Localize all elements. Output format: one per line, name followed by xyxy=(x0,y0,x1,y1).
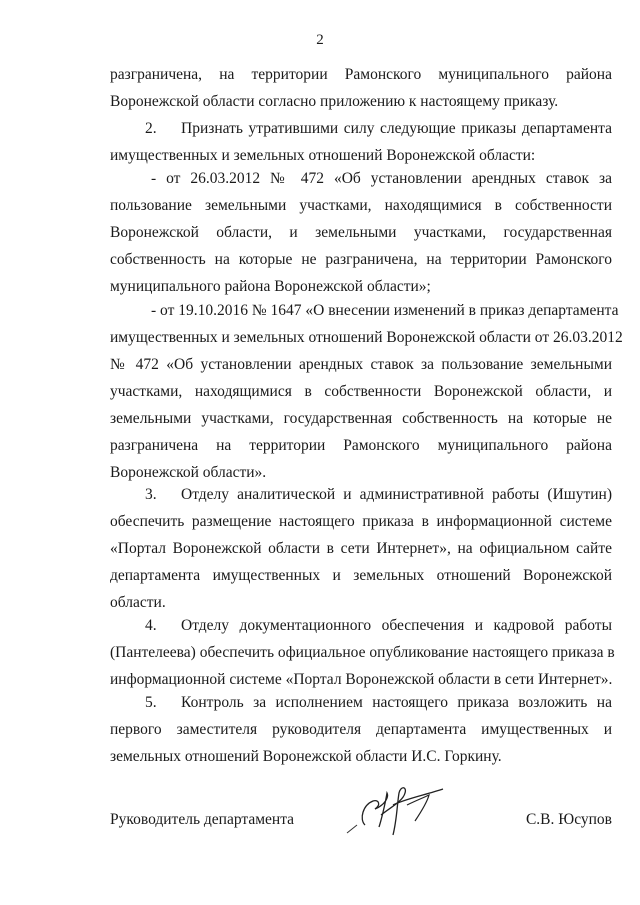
text-line: муниципального района Воронежской области»; xyxy=(110,278,431,295)
item-number: 3. xyxy=(145,486,157,503)
text-line xyxy=(110,115,612,142)
paragraph-item-4 xyxy=(110,612,615,693)
text-line: земельными участками, государственная собственность на которые не xyxy=(110,410,612,427)
text-line: области. xyxy=(110,594,166,611)
paragraph-item-3 xyxy=(110,481,612,616)
paragraph-item-5 xyxy=(110,689,612,770)
text-line: Воронежской области, и земельными участками, государственная xyxy=(110,224,612,241)
text-line: имущественных и земельных отношений Воронежской области от 26.03.2012 xyxy=(110,329,623,346)
text-line: участками, находящимися в собственности Воронежской области, и xyxy=(110,383,612,400)
text-line: (Пантелеева) обеспечить официальное опубликование настоящего приказа в xyxy=(110,644,615,661)
text-line: пользование земельными участками, находящимися в собственности xyxy=(110,197,612,214)
text-line: имущественных и земельных отношений Воронежской области: xyxy=(110,147,536,164)
text-line: № 472 «Об установлении арендных ставок за пользование земельными xyxy=(110,356,612,373)
signatory-name: С.В. Юсупов xyxy=(525,811,612,828)
text-fragment: Признать утратившими силу следующие приказы департамента xyxy=(181,120,612,137)
text-line: разграничена на территории Рамонского муниципального района xyxy=(110,437,612,454)
text-line: информационной системе «Портал Воронежской области в сети Интернет». xyxy=(110,671,613,688)
paragraph-bullet-1 xyxy=(110,165,612,300)
signatory-title: Руководитель департамента xyxy=(110,811,295,828)
text-line: земельных отношений Воронежской области И.С. Горкину. xyxy=(110,748,502,765)
text-line: «Портал Воронежской области в сети Интернет», на официальном сайте xyxy=(110,540,612,557)
text-line: Воронежской области согласно приложению к настоящему приказу. xyxy=(110,93,559,110)
text-line: департамента имущественных и земельных отношений Воронежской xyxy=(110,567,612,584)
text-fragment: Отделу аналитической и административной работы (Ишутин) xyxy=(181,486,612,503)
paragraph-intro xyxy=(110,61,612,115)
text-fragment: Отделу документационного обеспечения и кадровой работы xyxy=(181,617,612,634)
text-line: первого заместителя руководителя департамента имущественных и xyxy=(110,721,612,738)
item-number: 2. xyxy=(145,120,157,137)
text-line: обеспечить размещение настоящего приказа в информационной системе xyxy=(110,513,612,530)
text-line xyxy=(110,481,612,508)
item-number: 5. xyxy=(145,694,157,711)
text-line xyxy=(110,612,612,639)
paragraph-item-2 xyxy=(110,115,612,169)
text-line: разграничена, на территории Рамонского муниципального района xyxy=(110,66,612,83)
text-fragment: Контроль за исполнением настоящего приказа возложить на xyxy=(181,694,612,711)
text-line xyxy=(110,689,612,716)
text-line: - от 19.10.2016 № 1647 «О внесении изменений в приказ департамента xyxy=(151,302,619,319)
page-number: 2 xyxy=(316,32,324,48)
item-number: 4. xyxy=(145,617,157,634)
text-line: собственность на которые не разграничена, на территории Рамонского xyxy=(110,251,612,268)
signature-block xyxy=(110,808,612,832)
text-line: Воронежской области». xyxy=(110,464,267,481)
paragraph-bullet-2 xyxy=(110,297,623,486)
text-line: - от 26.03.2012 № 472 «Об установлении арендных ставок за xyxy=(151,170,612,187)
